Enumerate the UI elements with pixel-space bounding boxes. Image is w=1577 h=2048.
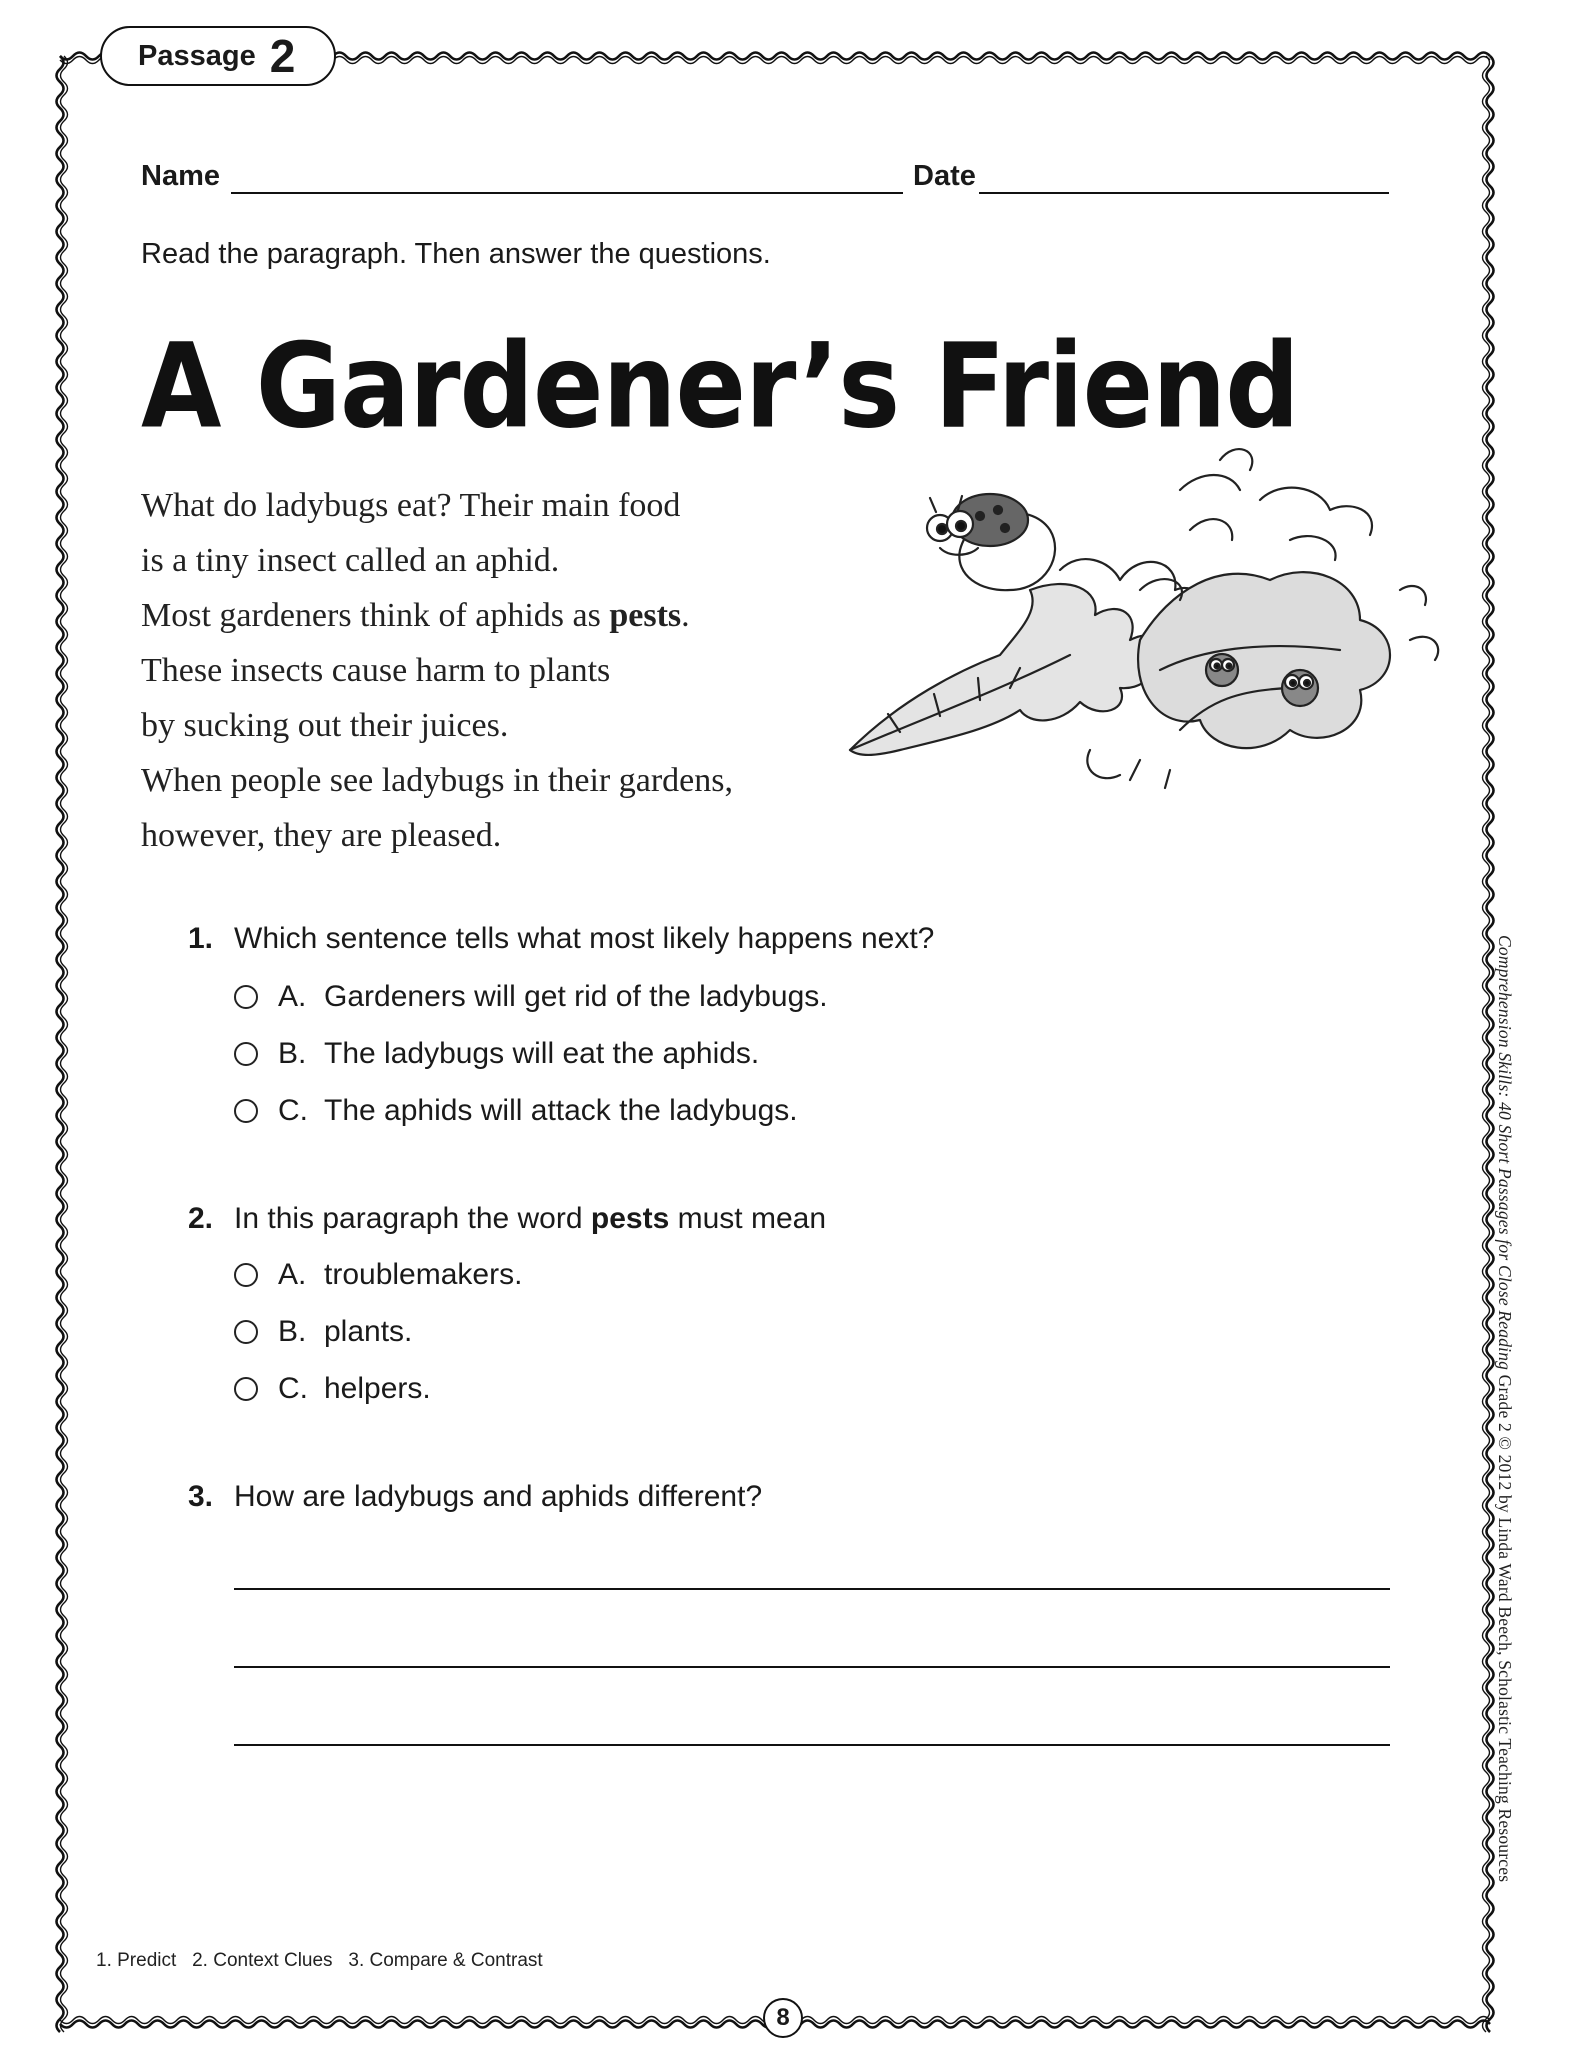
radio-circle[interactable] <box>234 1042 258 1066</box>
instructions: Read the paragraph. Then answer the questions. <box>141 238 771 270</box>
name-date-row <box>141 160 1391 200</box>
answer-line-2[interactable] <box>234 1666 1390 1668</box>
question-number: 3. <box>188 1480 214 1513</box>
paragraph-line: is a tiny insect called an aphid. <box>141 542 560 579</box>
q2-option-b[interactable]: B. plants. <box>234 1315 412 1349</box>
page-title: A Gardener’s Friend <box>141 318 1299 455</box>
paragraph-line: by sucking out their juices. <box>141 707 509 744</box>
date-label: Date <box>913 160 976 192</box>
radio-circle[interactable] <box>234 985 258 1009</box>
paragraph-line: These insects cause harm to plants <box>141 652 611 689</box>
question-3 <box>188 1480 762 1514</box>
paragraph-line: When people see ladybugs in their gardens, <box>141 762 733 799</box>
question-number: 2. <box>188 1202 214 1235</box>
paragraph-line: Most gardeners think of aphids as pests. <box>141 597 690 634</box>
question-text: How are ladybugs and aphids different? <box>234 1480 763 1513</box>
vocab-word-pests: pests <box>609 597 682 634</box>
vocab-word-pests: pests <box>590 1202 670 1235</box>
radio-circle[interactable] <box>234 1263 258 1287</box>
date-field[interactable] <box>979 192 1389 194</box>
q1-option-c[interactable]: C. The aphids will attack the ladybugs. <box>234 1094 798 1128</box>
page-number: 8 <box>763 1998 803 2038</box>
passage-label: Passage <box>138 39 256 72</box>
q2-option-a[interactable]: A. troublemakers. <box>234 1258 522 1292</box>
answer-line-3[interactable] <box>234 1744 1390 1746</box>
copyright-credit: Comprehension Skills: 40 Short Passages for Close Reading Grade 2 © 2012 by Linda Ward Beech, Scholastic Teaching Resources <box>1495 935 1515 1883</box>
paragraph-line: What do ladybugs eat? Their main food <box>141 487 681 524</box>
radio-circle[interactable] <box>234 1377 258 1401</box>
question-1 <box>188 922 934 956</box>
name-field[interactable] <box>231 192 903 194</box>
question-number: 1. <box>188 922 214 955</box>
ladybug-illustration <box>840 440 1460 800</box>
radio-circle[interactable] <box>234 1099 258 1123</box>
paragraph-line: however, they are pleased. <box>141 817 502 854</box>
question-2: 2. In this paragraph the word pests must mean <box>188 1202 826 1235</box>
q2-option-c[interactable]: C. helpers. <box>234 1372 431 1406</box>
passage-number: 2 <box>269 30 296 82</box>
name-label: Name <box>141 160 220 192</box>
skills-footer: 1. Predict 2. Context Clues 3. Compare & Contrast <box>96 1950 543 1971</box>
question-text: Which sentence tells what most likely happens next? <box>234 922 935 955</box>
q1-option-b[interactable]: B. The ladybugs will eat the aphids. <box>234 1037 759 1071</box>
reading-paragraph <box>141 478 821 863</box>
radio-circle[interactable] <box>234 1320 258 1344</box>
q1-option-a[interactable]: A. Gardeners will get rid of the ladybugs. <box>234 980 828 1014</box>
passage-tab <box>100 26 336 86</box>
answer-line-1[interactable] <box>234 1588 1390 1590</box>
